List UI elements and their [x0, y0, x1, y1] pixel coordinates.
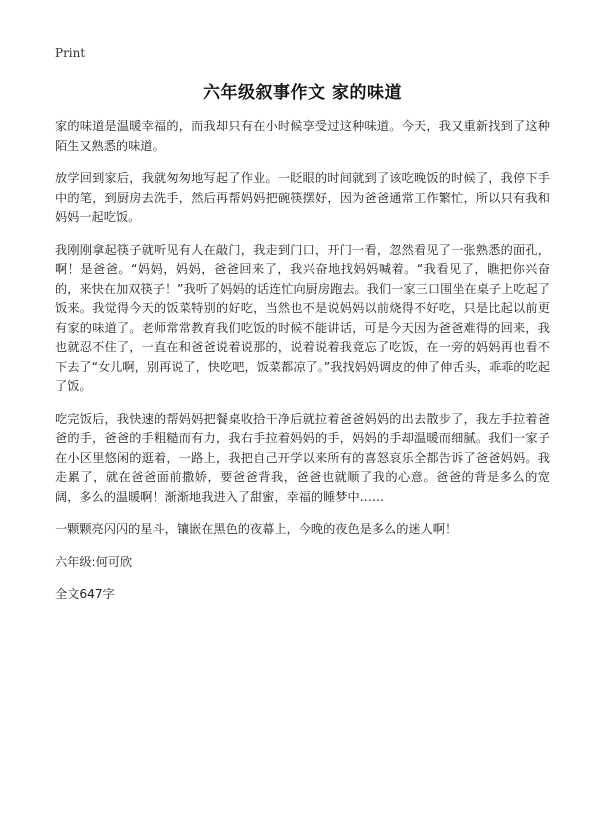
paragraph-2: 放学回到家后，我就匆匆地写起了作业。一眨眼的时间就到了该吃晚饭的时候了，我停下手中的笔，到厨房去洗手，然后再帮妈妈把碗筷摆好，因为爸爸通常工作繁忙，所以只有我和妈妈一起吃饭。 — [55, 171, 550, 224]
author-line: 六年级:何可欣 — [55, 554, 133, 569]
paragraph-5: 一颗颗亮闪闪的星斗，镶嵌在黑色的夜幕上，今晚的夜色是多么的迷人啊！ — [55, 522, 458, 536]
print-link[interactable]: Print — [55, 46, 86, 60]
article — [55, 78, 550, 617]
paragraph-3: 我刚刚拿起筷子就听见有人在敲门，我走到门口，开门一看，忽然看见了一张熟悉的面孔，啊！是爸爸。“妈妈，妈妈，爸爸回来了，我兴奋地找妈妈喊着。“我看见了，瞧把你兴奋的，来快在加双筷子！”我听了妈妈的话连忙向厨房跑去。我们一家三口围坐在桌子上吃起了饭来。我觉得今天的饭菜特别的好吃，当然也不是说妈妈以前烧得不好吃，只是比起以前更有家的味道了。老师常常教育我们吃饭的时候不能讲话，可是今天因为爸爸难得的回来，我也就忍不住了，一直在和爸爸说着说那的，说着说着我竟忘了吃饭，在一旁的妈妈再也看不下去了“女儿啊，别再说了，快吃吧，饭菜都凉了。”我找妈妈调皮的伸了伸舌头，乖乖的吃起了饭。 — [55, 242, 550, 393]
article-title: 六年级叙事作文 家的味道 — [203, 83, 402, 103]
paragraph-1: 家的味道是温暖幸福的，而我却只有在小时候享受过这种味道。今天，我又重新找到了这种陌生又熟悉的味道。 — [55, 119, 550, 153]
paragraph-4: 吃完饭后，我快速的帮妈妈把餐桌收拾干净后就拉着爸爸妈妈的出去散步了，我左手拉着爸爸的手，爸爸的手粗糙而有力，我右手拉着妈妈的手，妈妈的手却温暖而细腻。我们一家子在小区里悠闲的逛着，一路上，我把自己开学以来所有的喜怒哀乐全都告诉了爸爸妈妈。我走累了，就在爸爸面前撒娇，要爸爸背我，爸爸也就顺了我的心意。爸爸的背是多么的宽阔，多么的温暖啊！渐渐地我进入了甜蜜，幸福的睡梦中…… — [55, 411, 550, 504]
word-count: 全文647字 — [55, 586, 115, 601]
